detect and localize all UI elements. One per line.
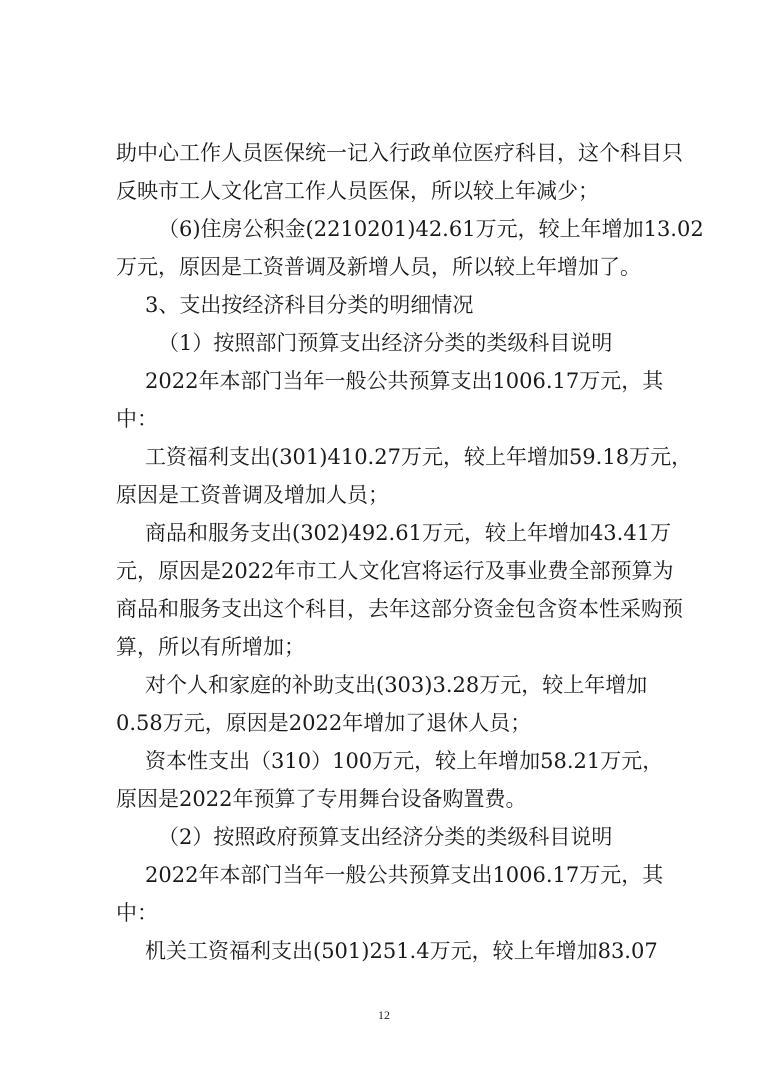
subsection-heading: （2）按照政府预算支出经济分类的类级科目说明 [158,825,613,849]
text-line: 原因是2022年预算了专用舞台设备购置费。 [116,787,527,811]
text-line: 中： [116,901,158,925]
text-line: 万元，原因是工资普调及新增人员，所以较上年增加了。 [116,255,641,279]
text-line: 0.58万元，原因是2022年增加了退休人员； [116,711,532,735]
text-line: 元，原因是2022年市工人文化宫将运行及事业费全部预算为 [116,559,674,583]
text-line: 资本性支出（310）100万元，较上年增加58.21万元， [145,749,664,773]
text-line: （6)住房公积金(2210201)42.61万元，较上年增加13.02 [158,217,704,241]
section-heading: 3、支出按经济科目分类的明细情况 [145,293,474,317]
text-line: 中： [116,407,158,431]
text-line: 2022年本部门当年一般公共预算支出1006.17万元，其 [145,369,664,393]
text-line: 算，所以有所增加； [116,635,305,659]
text-line: 反映市工人文化宫工作人员医保，所以较上年减少； [116,179,599,203]
page-number: 12 [378,1008,390,1022]
text-line: 原因是工资普调及增加人员； [116,483,389,507]
text-line: 2022年本部门当年一般公共预算支出1006.17万元，其 [145,863,664,887]
text-line: 机关工资福利支出(501)251.4万元，较上年增加83.07 [145,939,658,963]
text-line: 商品和服务支出(302)492.61万元，较上年增加43.41万 [145,521,672,545]
text-line: 工资福利支出(301)410.27万元，较上年增加59.18万元， [145,445,693,469]
text-line: 对个人和家庭的补助支出(303)3.28万元，较上年增加 [145,673,648,697]
text-line: 商品和服务支出这个科目，去年这部分资金包含资本性采购预 [116,597,683,621]
text-line: 助中心工作人员医保统一记入行政单位医疗科目，这个科目只 [116,141,683,165]
subsection-heading: （1）按照部门预算支出经济分类的类级科目说明 [158,331,613,355]
